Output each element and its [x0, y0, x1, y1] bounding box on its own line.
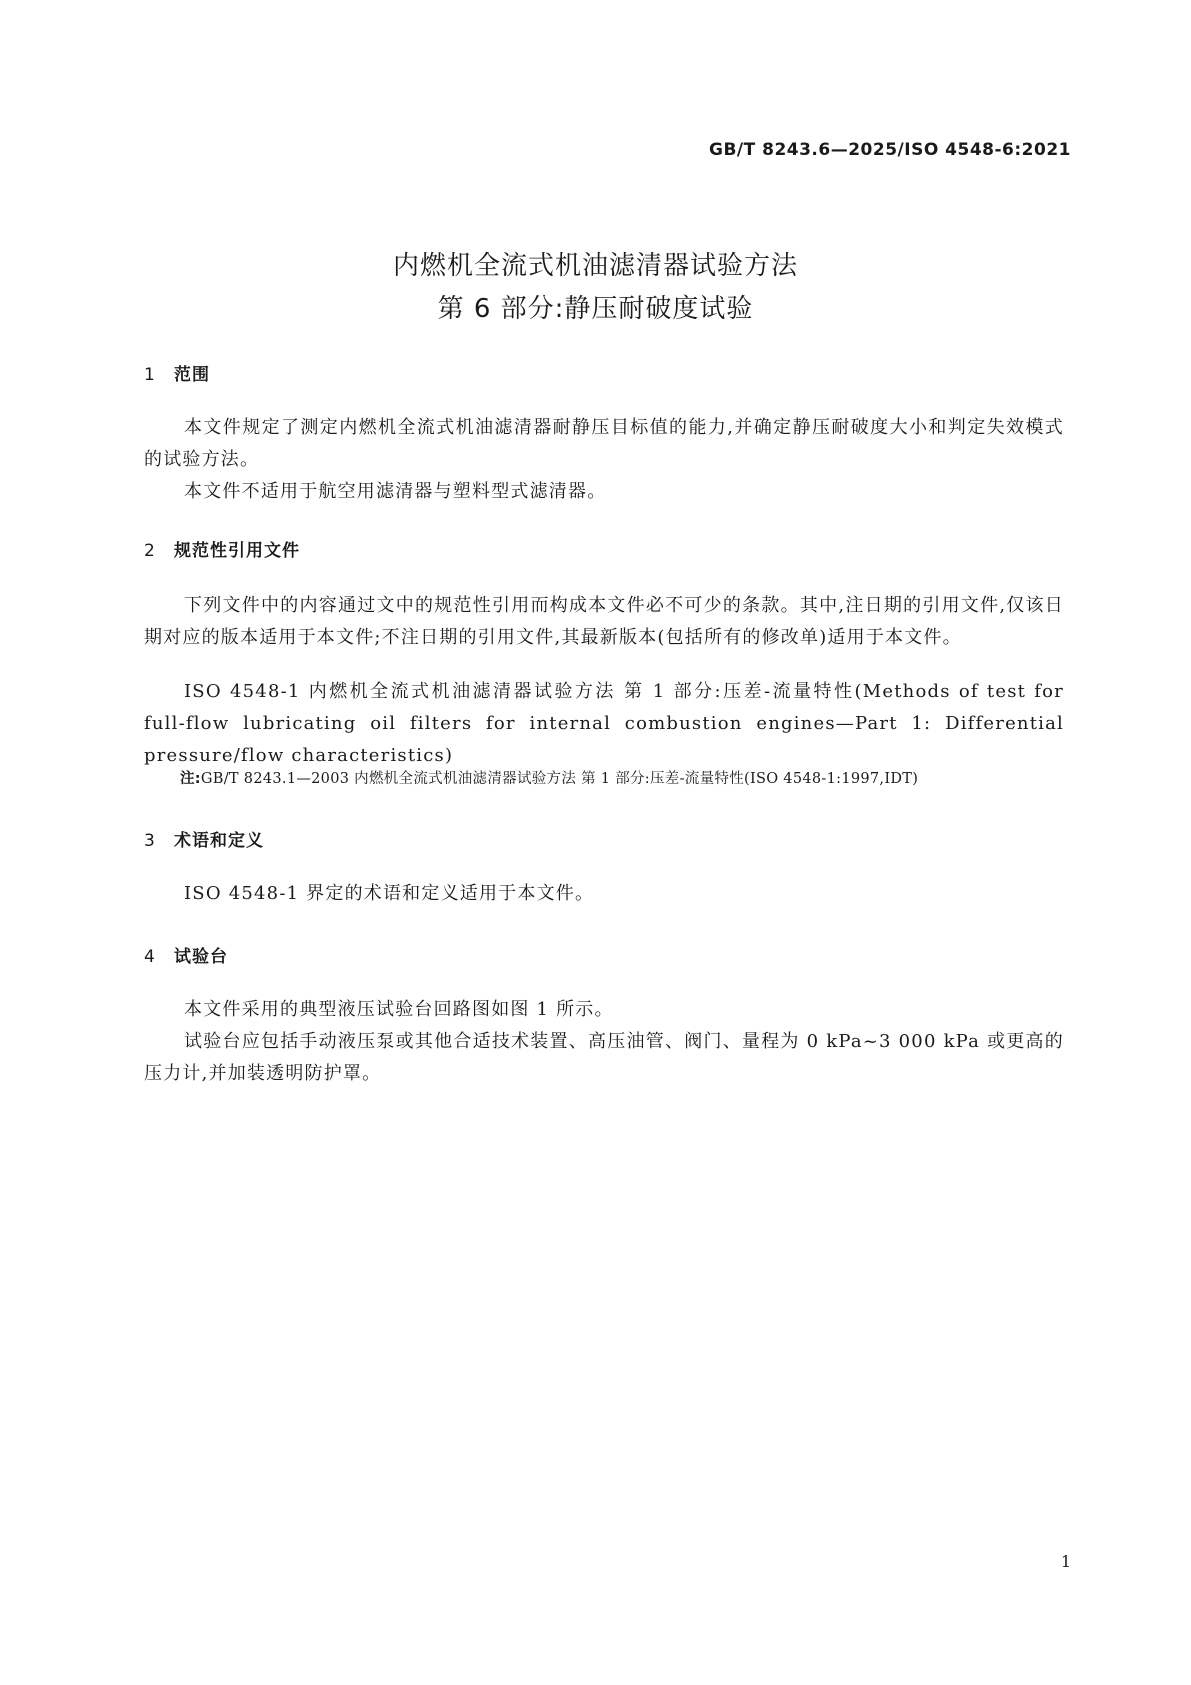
section-heading-test-rig [144, 942, 228, 967]
section-title: 试验台 [174, 947, 228, 967]
reference-entry: ISO 4548-1 内燃机全流式机油滤清器试验方法 第 1 部分:压差-流量特性(Methods of test for full-flow lubricating oil filters for internal combustion engines—Part 1: Differential pressure/flow characteristics) [144, 681, 1064, 766]
section-heading-terms-definitions [144, 826, 264, 851]
note-text: GB/T 8243.1—2003 内燃机全流式机油滤清器试验方法 第 1 部分:压差-流量特性(ISO 4548-1:1997,IDT) [200, 771, 919, 787]
standard-code-header: GB/T 8243.6—2025/ISO 4548-6:2021 [708, 140, 1071, 160]
section-title: 范围 [174, 365, 210, 385]
section-number: 2 [144, 541, 156, 561]
section-heading-normative-references [144, 536, 300, 561]
note-label: 注: [180, 771, 201, 787]
section-number: 1 [144, 365, 156, 385]
paragraph: 下列文件中的内容通过文中的规范性引用而构成本文件必不可少的条款。其中,注日期的引用文件,仅该日期对应的版本适用于本文件;不注日期的引用文件,其最新版本(包括所有的修改单)适用于本文件。 [144, 595, 1064, 648]
paragraph: 本文件采用的典型液压试验台回路图如图 1 所示。 [184, 999, 614, 1020]
section-heading-scope [144, 360, 210, 385]
page-number: 1 [1060, 1552, 1071, 1571]
document-title-line2: 第 6 部分:静压耐破度试验 [437, 294, 754, 324]
section-title: 规范性引用文件 [174, 541, 300, 561]
section-number: 4 [144, 947, 156, 967]
paragraph: ISO 4548-1 界定的术语和定义适用于本文件。 [184, 883, 595, 904]
paragraph: 本文件不适用于航空用滤清器与塑料型式滤清器。 [184, 481, 607, 502]
section-title: 术语和定义 [174, 831, 264, 851]
paragraph: 试验台应包括手动液压泵或其他合适技术装置、高压油管、阀门、量程为 0 kPa~3 000 kPa 或更高的压力计,并加装透明防护罩。 [144, 1031, 1064, 1084]
note [180, 768, 1070, 790]
paragraph: 本文件规定了测定内燃机全流式机油滤清器耐静压目标值的能力,并确定静压耐破度大小和判定失效模式的试验方法。 [144, 417, 1064, 470]
document-title-line1: 内燃机全流式机油滤清器试验方法 [392, 251, 798, 281]
section-number: 3 [144, 831, 156, 851]
